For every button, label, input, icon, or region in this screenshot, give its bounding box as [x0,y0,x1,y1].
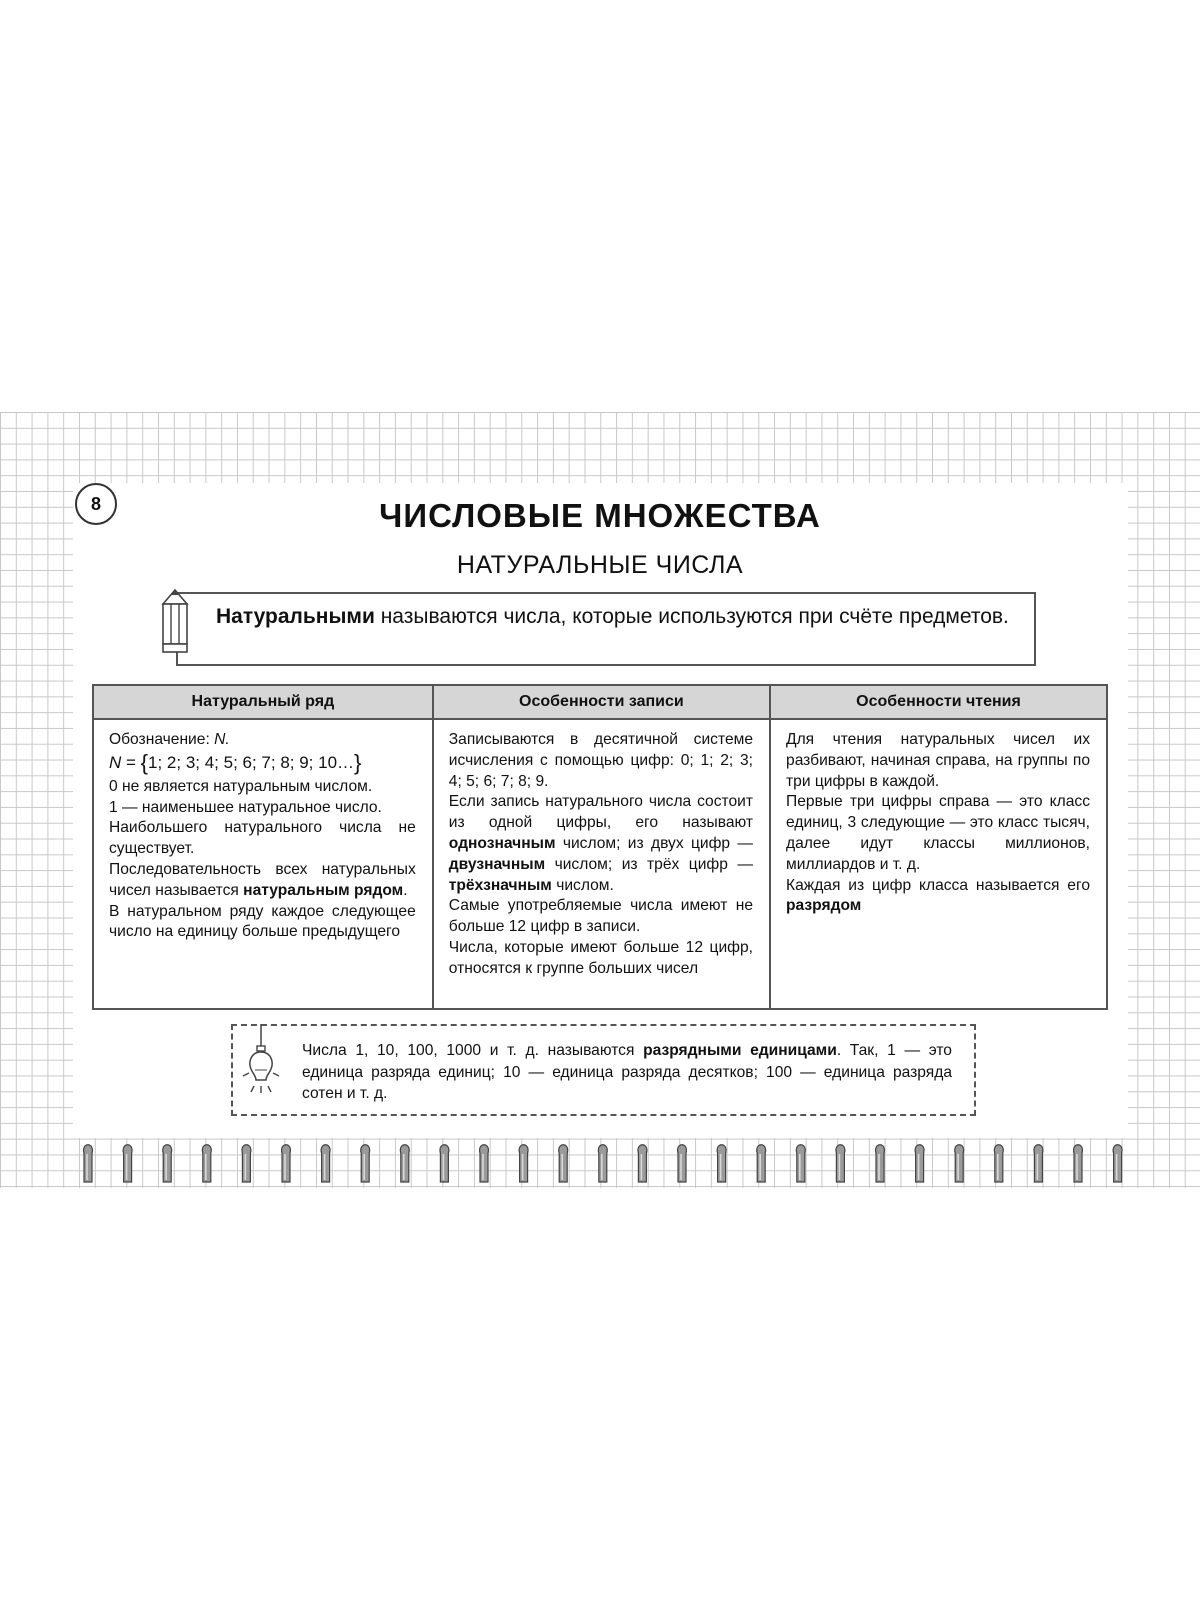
series-fact-2: 1 — наименьшее натуральное число. [109,798,382,816]
notation-symbol: N. [214,731,230,748]
definition-term: Натуральными [216,605,375,628]
binding-ring [241,1145,251,1182]
series-fact-5: В натуральном ряду каждое следующее число на единицу больше предыдущего [109,902,416,941]
term-one-digit: однозначным [448,834,556,852]
light-bulb-icon [240,1024,284,1096]
writing-fact-3: Самые употребляемые числа имеют не больше 12 цифр в записи. [448,897,754,936]
hint-text: Числа 1, 10, 100, 1000 и т. д. называются разрядными единицами. Так, 1 — это единица разряда единиц; 10 — единица разряда десятков; 100 — единица разряда сотен и т. д. [302,1042,952,1102]
binding-ring [519,1145,529,1182]
reading-fact-3: Каждая из цифр класса называется его разрядом [786,876,1090,915]
page-number: 8 [75,483,117,525]
binding-ring [954,1145,964,1182]
definition-text [216,603,1013,630]
binding-ring [162,1145,172,1182]
table-row [93,719,1107,1009]
binding-ring [915,1145,925,1182]
binding-ring [717,1145,727,1182]
natural-set-elements: 1; 2; 3; 4; 5; 6; 7; 8; 9; 10… [148,752,355,772]
term-digit-place: разрядом [786,897,862,915]
definition-body: называются числа, которые используются при счёте предметов. [374,605,1009,628]
header-writing-features: Особенности записи [433,685,770,719]
binding-ring [439,1145,449,1182]
series-fact-3: Наибольшего натурального числа не существует. [109,819,416,858]
binding-ring [756,1145,766,1182]
binding-ring [558,1145,568,1182]
term-two-digit: двузначным [448,855,546,873]
series-fact-1: 0 не является натуральным числом. [109,777,373,795]
binding-ring [479,1145,489,1182]
binding-ring [1033,1145,1043,1182]
header-natural-series: Натуральный ряд [93,685,433,719]
binding-ring [637,1145,647,1182]
binding-ring [1113,1145,1123,1182]
series-fact-4: Последовательность всех натуральных чисел называется натуральным рядом. [109,860,416,899]
binding-ring [994,1145,1004,1182]
spiral-binding-rings [0,1140,1200,1190]
notation-line: Обозначение: N. [109,731,230,748]
writing-fact-4: Числа, которые имеют больше 12 цифр, относятся к группе больших чисел [448,938,754,977]
binding-ring [1073,1145,1083,1182]
cell-natural-series [93,719,433,1009]
cell-writing-features [433,719,770,1009]
term-natural-series: натуральным рядом [243,881,404,899]
binding-ring [202,1145,212,1182]
binding-ring [360,1145,370,1182]
natural-numbers-table [92,684,1108,1010]
reading-fact-1: Для чтения натуральных чисел их разбивают, начиная справа, на группы по три цифры в каждой. [786,731,1090,790]
table-header-row [93,685,1107,719]
binding-ring [83,1145,93,1182]
natural-set-formula: N = {1; 2; 3; 4; 5; 6; 7; 8; 9; 10…} [109,749,362,775]
page-title: ЧИСЛОВЫЕ МНОЖЕСТВА [379,497,821,534]
term-place-units: разрядными единицами [643,1042,837,1059]
binding-ring [281,1145,291,1182]
binding-ring [835,1145,845,1182]
binding-ring [400,1145,410,1182]
binding-ring [875,1145,885,1182]
binding-ring [123,1145,133,1182]
header-reading-features: Особенности чтения [770,685,1107,719]
reading-fact-2: Первые три цифры справа — это класс единиц, 3 следующие — это класс тысяч, далее идут классы миллионов, миллиардов и т. д. [786,793,1090,873]
binding-ring [796,1145,806,1182]
term-three-digit: трёхзначным [448,876,552,894]
writing-fact-2: Если запись натурального числа состоит из одной цифры, его называют однозначным числом; из двух цифр — двузначным числом; из трёх цифр — трёхзначным числом. [448,793,754,894]
pencil-icon [159,588,191,654]
section-subtitle: НАТУРАЛЬНЫЕ ЧИСЛА [456,551,744,579]
binding-ring [677,1145,687,1182]
writing-fact-1: Записываются в десятичной системе исчисления с помощью цифр: 0; 1; 2; 3; 4; 5; 6; 7; 8; 9. [448,731,754,790]
cell-reading-features [770,719,1107,1009]
binding-ring [321,1145,331,1182]
binding-ring [598,1145,608,1182]
